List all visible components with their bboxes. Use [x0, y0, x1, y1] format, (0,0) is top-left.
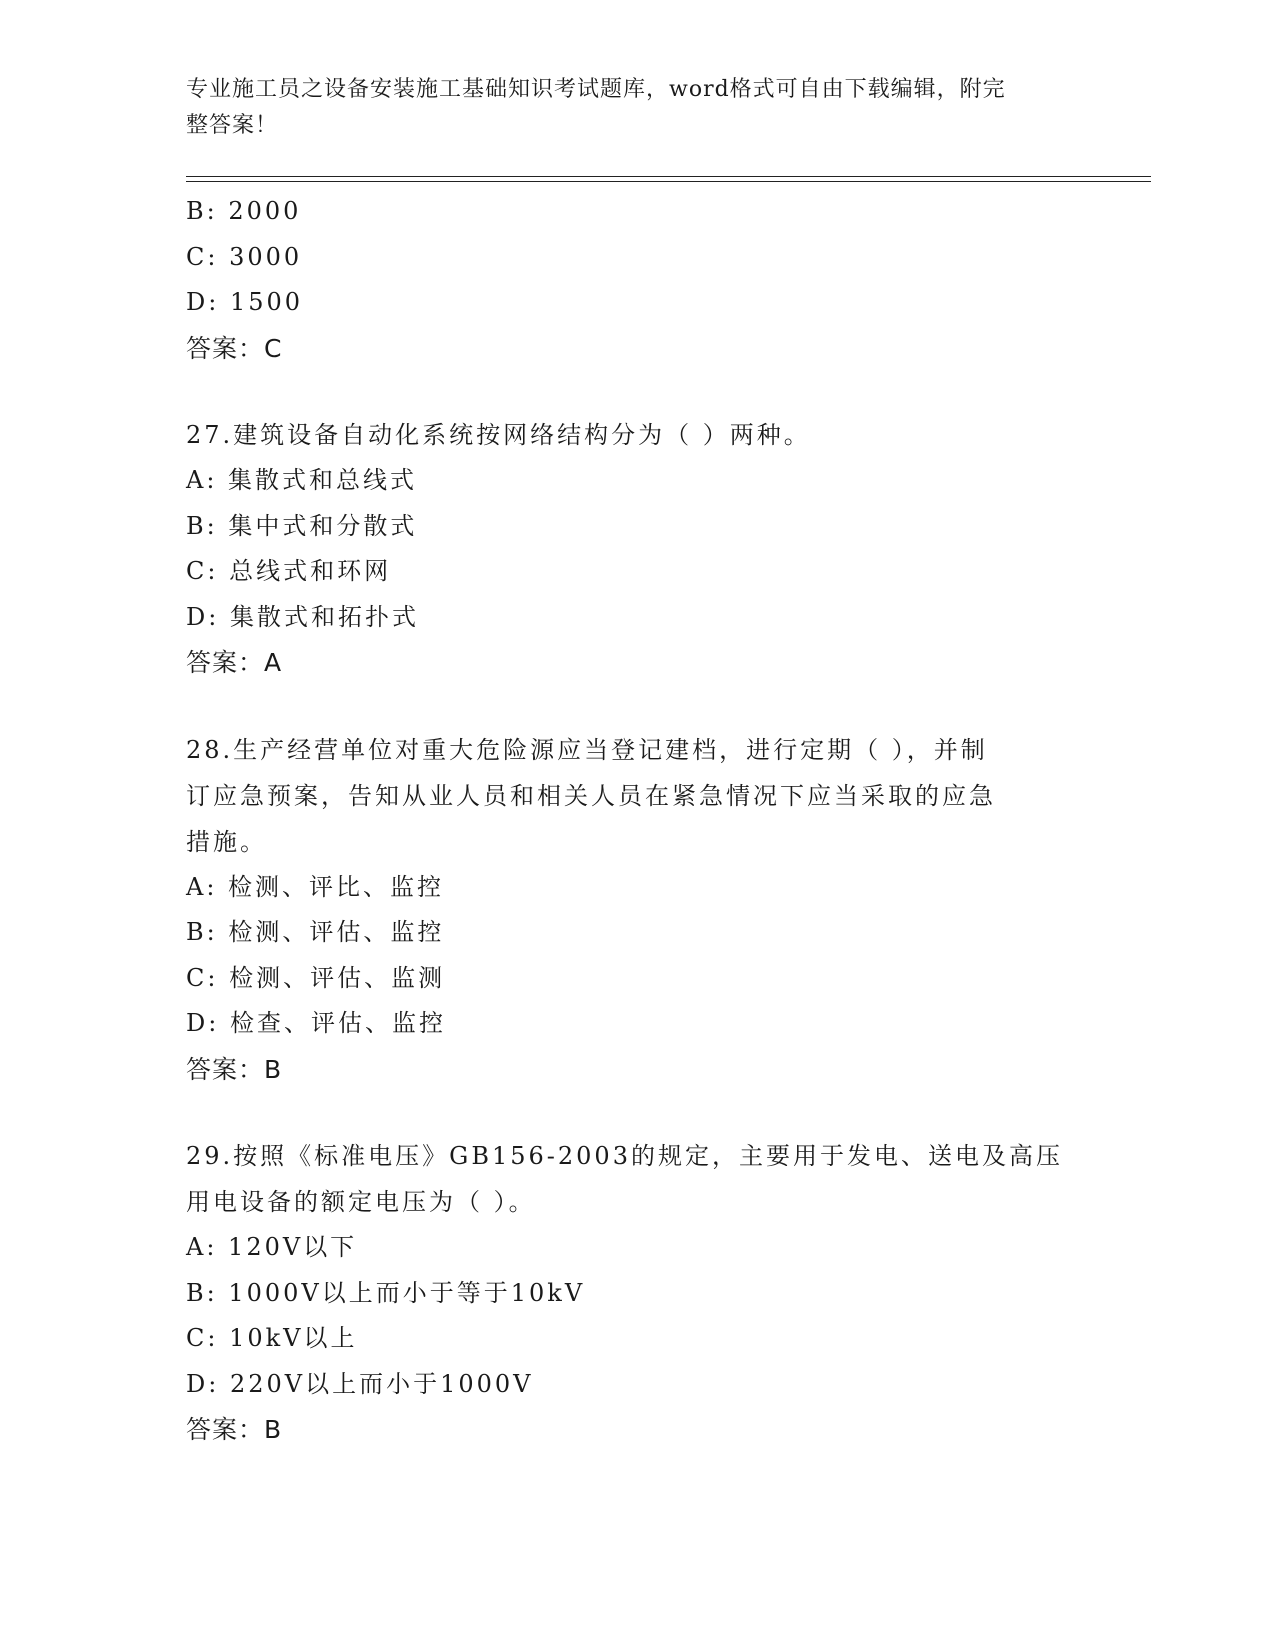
answer-line: 答案：C	[186, 333, 283, 363]
question-28	[186, 727, 1066, 1093]
question-stem: 27.建筑设备自动化系统按网络结构分为（ ）两种。	[186, 421, 811, 449]
option-d: D: 集散式和拓扑式	[186, 602, 419, 631]
option-b: B: 检测、评估、监控	[186, 918, 445, 946]
option-b: B: 1000V以上而小于等于10kV	[186, 1278, 586, 1307]
option-c: C: 10kV以上	[186, 1324, 358, 1352]
header-line-2: 整答案！	[186, 113, 279, 138]
option-c: C: 总线式和环网	[186, 557, 392, 585]
answer-line: 答案：B	[186, 1054, 283, 1084]
document-header	[186, 72, 1066, 144]
option-a: A: 120V以下	[186, 1233, 358, 1261]
question-26-continued	[186, 189, 1066, 371]
option-c: C: 3000	[186, 242, 303, 271]
option-b: B: 集中式和分散式	[186, 511, 418, 540]
option-c: C: 检测、评估、监测	[186, 963, 446, 992]
header-rule-bottom	[186, 181, 1151, 182]
option-d: D: 1500	[186, 288, 304, 316]
option-b: B: 2000	[186, 197, 302, 225]
option-d: D: 检查、评估、监控	[186, 1009, 446, 1037]
option-a: A: 检测、评比、监控	[186, 872, 445, 901]
option-d: D: 220V以上而小于1000V	[186, 1369, 534, 1398]
answer-line: 答案：B	[186, 1415, 283, 1444]
question-stem-line-1: 28.生产经营单位对重大危险源应当登记建档，进行定期（ ），并制	[186, 735, 988, 764]
option-a: A: 集散式和总线式	[186, 466, 418, 494]
question-27	[186, 412, 1066, 686]
question-stem-line-2: 用电设备的额定电压为（ ）。	[186, 1188, 536, 1216]
header-line-1: 专业施工员之设备安装施工基础知识考试题库，word格式可自由下载编辑，附完	[186, 77, 1006, 102]
header-rule-top	[186, 176, 1151, 177]
question-29	[186, 1133, 1066, 1453]
question-stem-line-3: 措施。	[186, 827, 267, 856]
answer-line: 答案：A	[186, 648, 283, 677]
question-list	[186, 189, 1066, 1453]
question-stem-line-1: 29.按照《标准电压》GB156-2003的规定，主要用于发电、送电及高压	[186, 1142, 1063, 1170]
question-stem-line-2: 订应急预案，告知从业人员和相关人员在紧急情况下应当采取的应急	[186, 781, 996, 810]
